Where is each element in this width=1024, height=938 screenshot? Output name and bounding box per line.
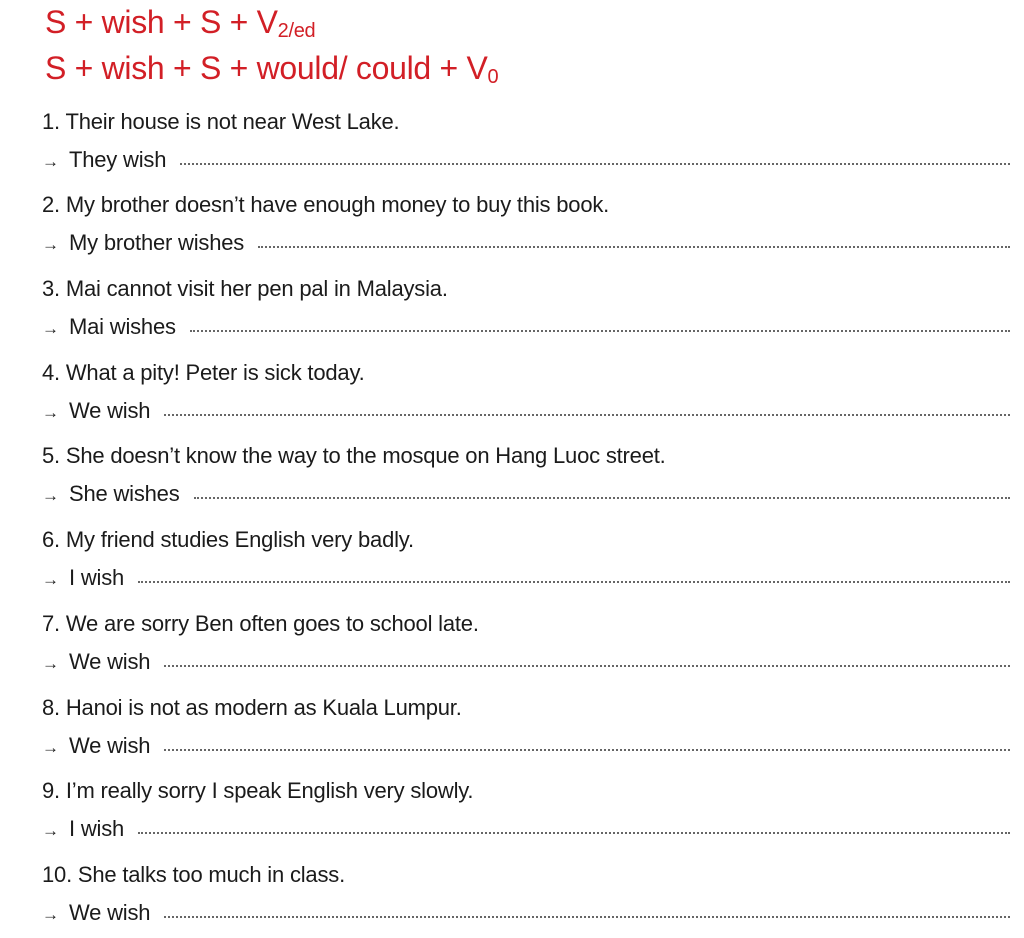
formula-modal-main: S + wish + S + would/ could + V [45, 50, 488, 86]
exercise-question: 5. She doesn’t know the way to the mosque on Hang Luoc street. [42, 443, 666, 468]
answer-prompt: I wish [69, 565, 125, 590]
answer-row [42, 814, 1014, 846]
formula-past [45, 4, 315, 40]
answer-prompt: My brother wishes [69, 230, 245, 255]
arrow-icon: → [42, 235, 59, 254]
arrow-icon: → [42, 905, 59, 924]
exercise-item [42, 441, 1014, 511]
answer-prompt: She wishes [69, 481, 180, 506]
arrow-icon: → [42, 152, 59, 171]
answer-row [42, 479, 1014, 511]
exercise-item [42, 525, 1014, 595]
exercise-question: 10. She talks too much in class. [42, 862, 345, 887]
formula-modal [45, 50, 498, 86]
arrow-icon: → [42, 570, 59, 589]
answer-row [42, 731, 1014, 763]
exercise-item [42, 107, 1014, 177]
arrow-icon: → [42, 486, 59, 505]
answer-prompt: Mai wishes [69, 314, 176, 339]
answer-prompt: We wish [69, 733, 151, 758]
formula-modal-subscript: 0 [487, 66, 499, 88]
exercise-item [42, 693, 1014, 763]
answer-blank[interactable] [164, 914, 1010, 918]
answer-row [42, 145, 1014, 177]
formula-past-main: S + wish + S + V [45, 4, 278, 40]
answer-blank[interactable] [258, 244, 1010, 248]
arrow-icon: → [42, 738, 59, 757]
exercise-question: 9. I’m really sorry I speak English very slowly. [42, 778, 474, 803]
answer-blank[interactable] [164, 412, 1010, 416]
answer-row [42, 396, 1014, 428]
answer-blank[interactable] [138, 830, 1010, 834]
answer-row [42, 898, 1014, 930]
arrow-icon: → [42, 654, 59, 673]
exercise-question: 6. My friend studies English very badly. [42, 527, 414, 552]
answer-blank[interactable] [194, 495, 1010, 499]
arrow-icon: → [42, 403, 59, 422]
exercise-item [42, 358, 1014, 428]
exercise-item [42, 860, 1014, 930]
answer-blank[interactable] [164, 747, 1010, 751]
answer-prompt: We wish [69, 398, 151, 423]
formula-past-subscript: 2/ed [277, 20, 316, 42]
answer-row [42, 228, 1014, 260]
answer-blank[interactable] [190, 328, 1010, 332]
exercise-item [42, 274, 1014, 344]
answer-row [42, 563, 1014, 595]
exercise-question: 3. Mai cannot visit her pen pal in Malaysia. [42, 276, 448, 301]
exercise-item [42, 776, 1014, 846]
answer-prompt: We wish [69, 649, 151, 674]
answer-row [42, 312, 1014, 344]
answer-prompt: They wish [69, 147, 167, 172]
exercise-item [42, 609, 1014, 679]
exercise-item [42, 190, 1014, 260]
arrow-icon: → [42, 821, 59, 840]
exercise-question: 2. My brother doesn’t have enough money to buy this book. [42, 192, 610, 217]
answer-row [42, 647, 1014, 679]
arrow-icon: → [42, 319, 59, 338]
exercise-question: 4. What a pity! Peter is sick today. [42, 360, 365, 385]
answer-blank[interactable] [180, 161, 1010, 165]
answer-blank[interactable] [164, 663, 1010, 667]
exercise-question: 8. Hanoi is not as modern as Kuala Lumpur. [42, 695, 462, 720]
exercise-question: 7. We are sorry Ben often goes to school late. [42, 611, 479, 636]
answer-prompt: I wish [69, 816, 125, 841]
answer-prompt: We wish [69, 900, 151, 925]
answer-blank[interactable] [138, 579, 1010, 583]
exercise-question: 1. Their house is not near West Lake. [42, 109, 400, 134]
